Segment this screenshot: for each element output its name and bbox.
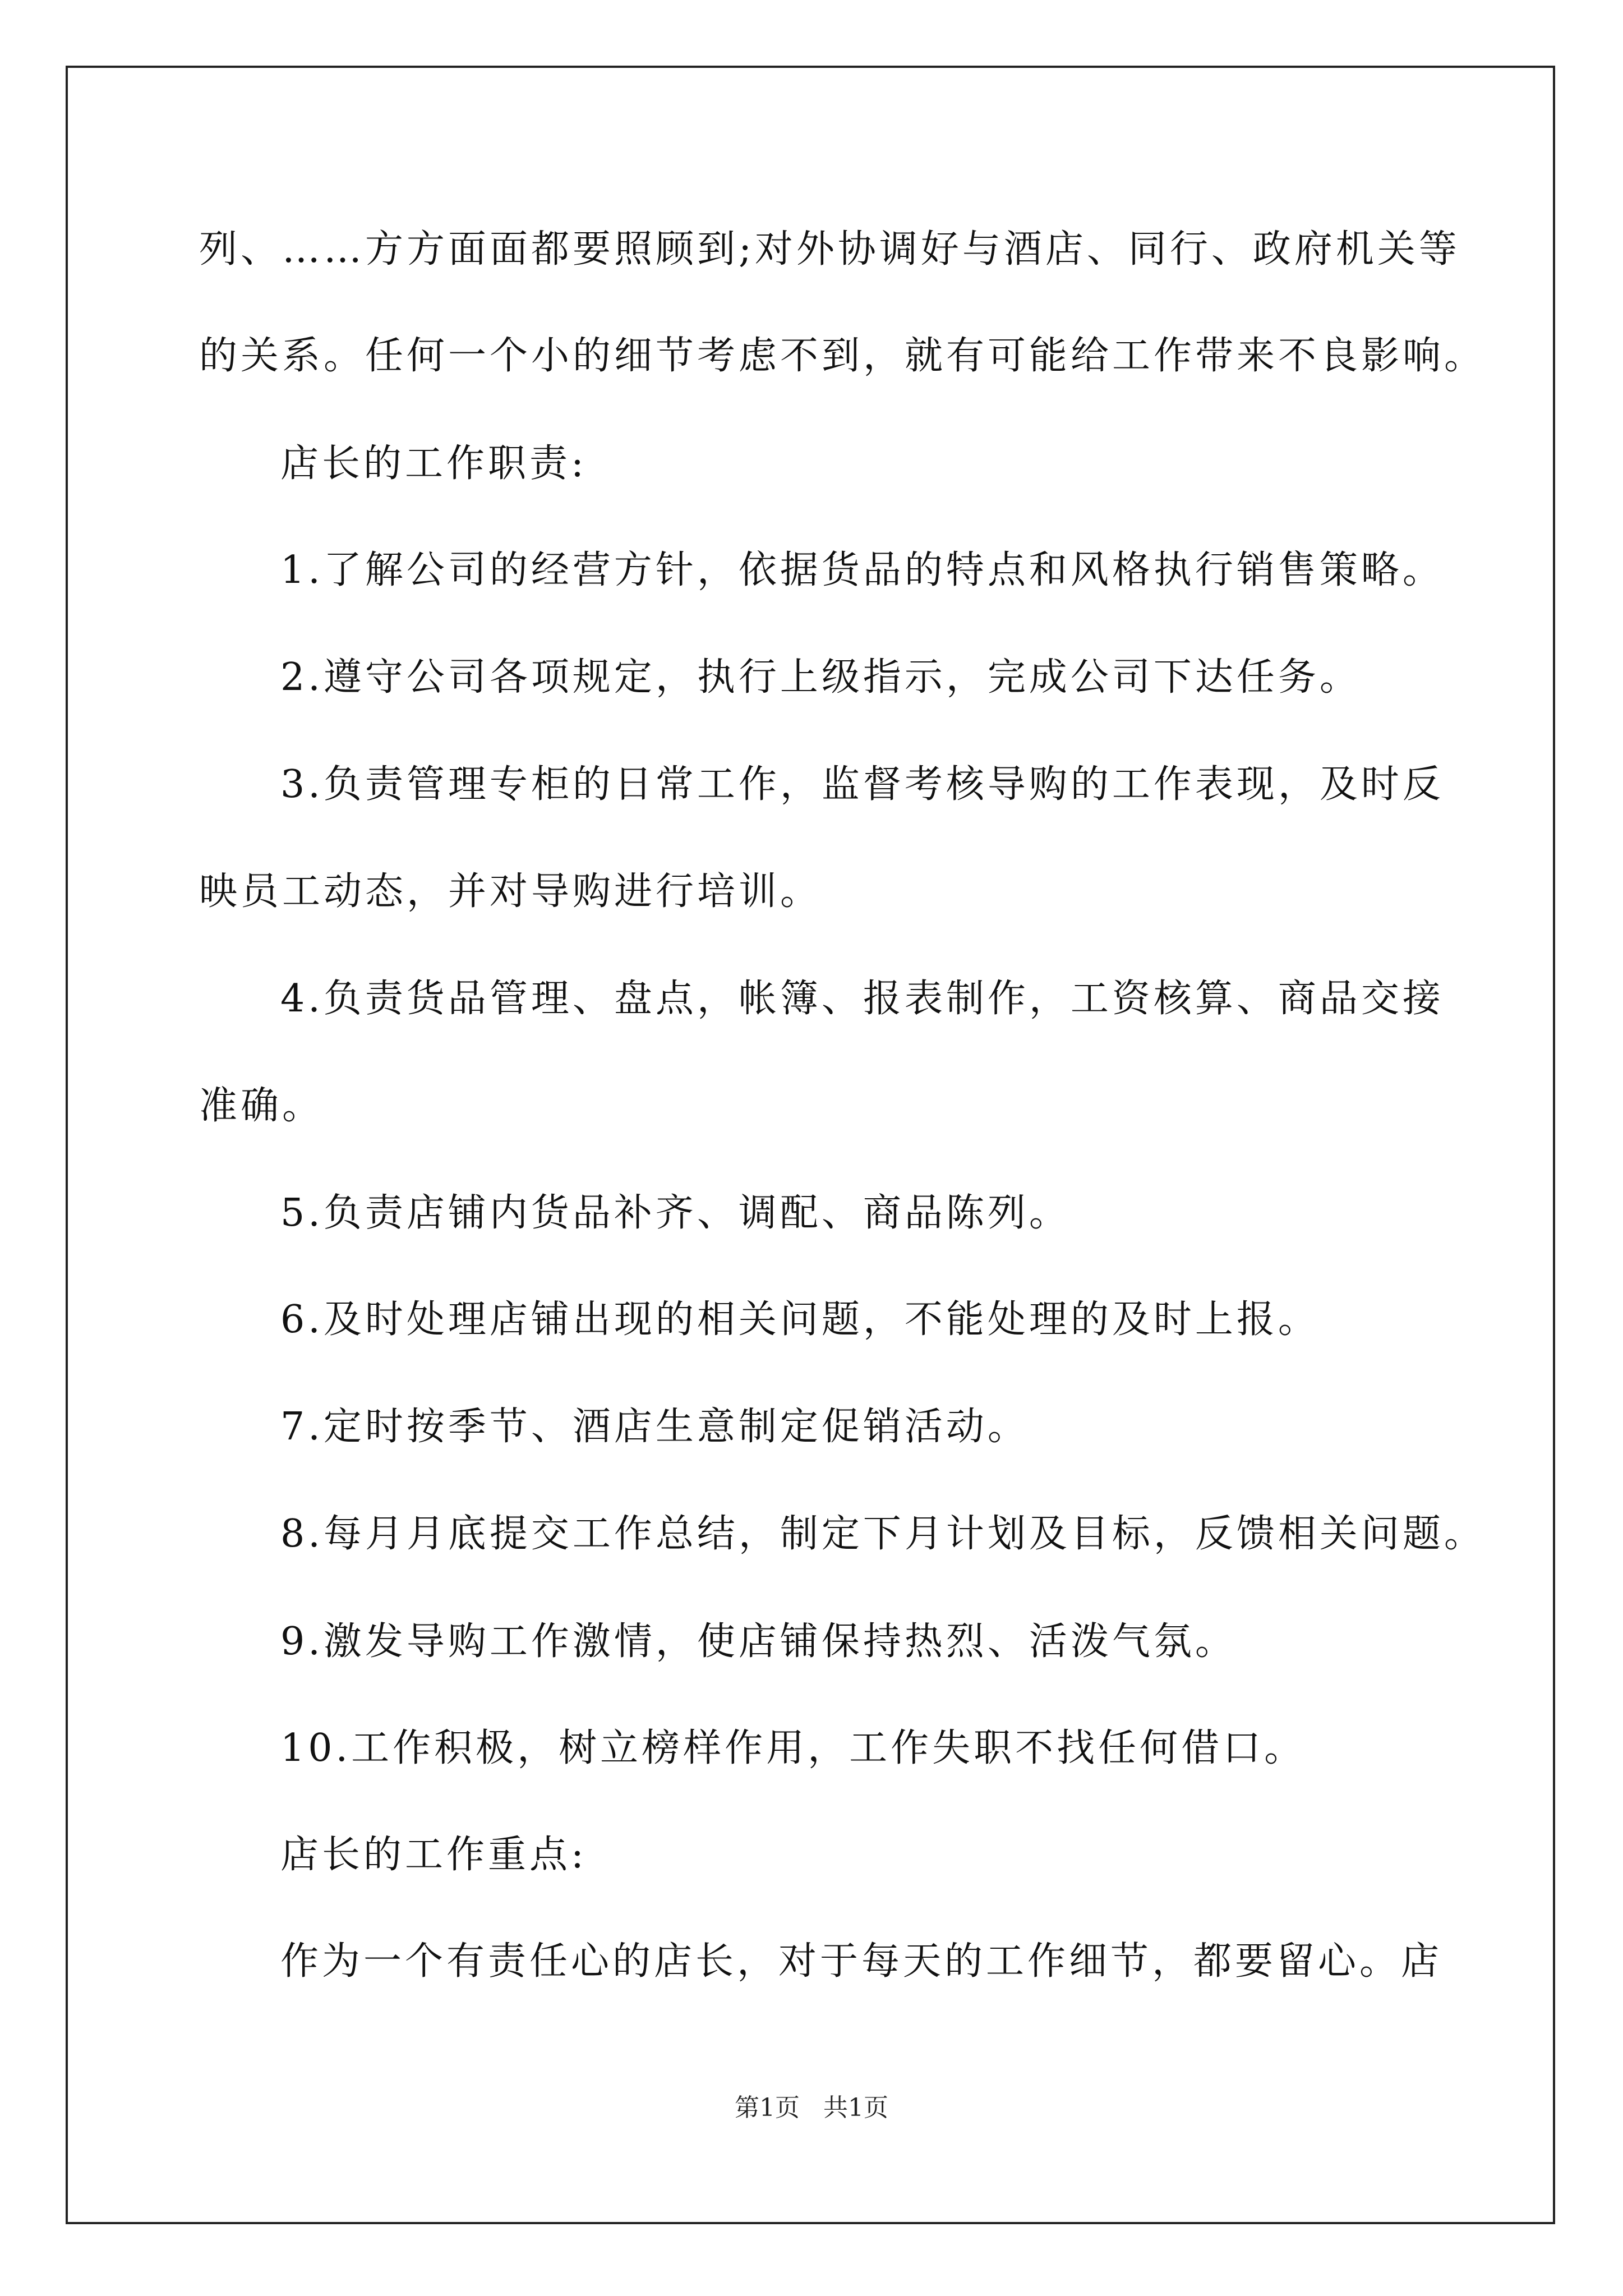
list-item: 5.负责店铺内货品补齐、调配、商品陈列。 <box>280 1191 1071 1235</box>
paragraph-line: 的关系。任何一个小的细节考虑不到，就有可能给工作带来不良影响。 <box>199 334 1486 378</box>
page-footer: 第1页 共1页 <box>735 2093 888 2122</box>
paragraph-line: 作为一个有责任心的店长，对于每天的工作细节，都要留心。店 <box>280 1939 1443 1984</box>
section-heading: 店长的工作重点: <box>280 1833 587 1877</box>
list-item-continuation: 映员工动态，并对导购进行培训。 <box>199 869 822 914</box>
page-border <box>66 66 1555 2224</box>
list-item: 9.激发导购工作激情，使店铺保持热烈、活泼气氛。 <box>280 1619 1237 1664</box>
list-item: 2.遵守公司各项规定，执行上级指示，完成公司下达任务。 <box>280 655 1361 700</box>
list-item: 10.工作积极，树立榜样作用，工作失职不找任何借口。 <box>280 1726 1306 1770</box>
list-item: 8.每月月底提交工作总结，制定下月计划及目标，反馈相关问题。 <box>280 1512 1486 1556</box>
list-item: 4.负责货品管理、盘点，帐簿、报表制作，工资核算、商品交接 <box>280 977 1444 1021</box>
list-item-continuation: 准确。 <box>199 1084 324 1128</box>
section-heading: 店长的工作职责: <box>280 441 587 486</box>
list-item: 6.及时处理店铺出现的相关问题，不能处理的及时上报。 <box>280 1297 1320 1342</box>
list-item: 1.了解公司的经营方针，依据货品的特点和风格执行销售策略。 <box>280 548 1444 592</box>
list-item: 7.定时按季节、酒店生意制定促销活动。 <box>280 1405 1029 1449</box>
list-item: 3.负责管理专柜的日常工作，监督考核导购的工作表现，及时反 <box>280 762 1444 807</box>
paragraph-line: 列、……方方面面都要照顾到;对外协调好与酒店、同行、政府机关等 <box>199 227 1460 272</box>
